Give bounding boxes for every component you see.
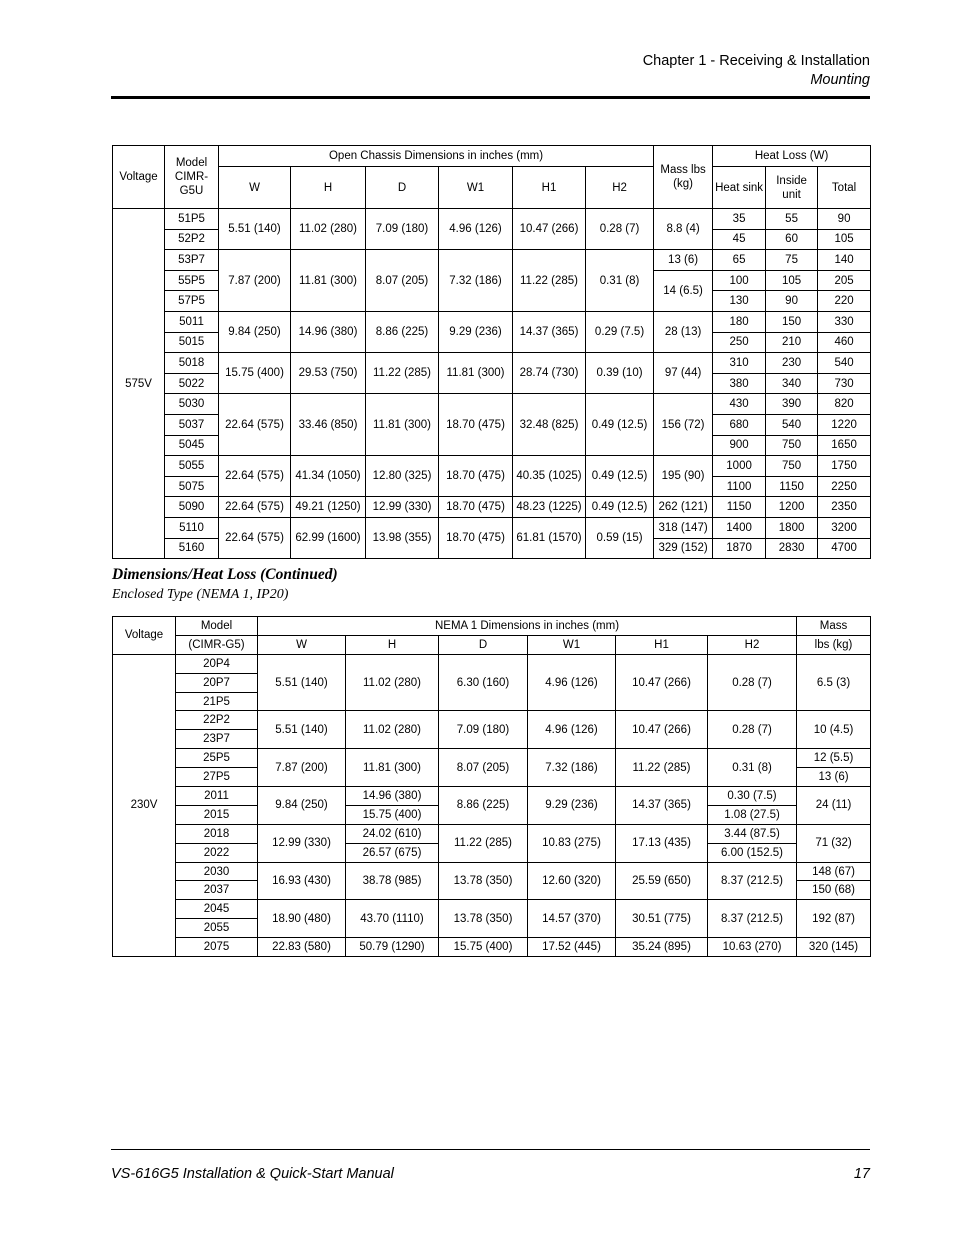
heat-loss-cell: 100 bbox=[713, 270, 766, 291]
col-h1: H1 bbox=[616, 635, 708, 654]
dimension-cell: 0.39 (10) bbox=[586, 353, 654, 394]
enclosed-table bbox=[112, 616, 871, 957]
model-cell: 20P4 bbox=[176, 654, 258, 673]
col-d: D bbox=[366, 167, 439, 209]
footer-rule bbox=[111, 1149, 870, 1150]
dimension-cell: 14.37 (365) bbox=[513, 311, 586, 352]
dimension-cell: 9.29 (236) bbox=[528, 787, 616, 825]
col-h: H bbox=[291, 167, 366, 209]
dimension-cell: 22.83 (580) bbox=[258, 938, 346, 957]
dimension-cell: 9.84 (250) bbox=[219, 311, 291, 352]
heat-loss-cell: 1150 bbox=[713, 497, 766, 518]
table-row bbox=[113, 394, 871, 415]
dimension-cell: 9.29 (236) bbox=[439, 311, 513, 352]
heat-loss-cell: 1400 bbox=[713, 517, 766, 538]
model-cell: 2015 bbox=[176, 805, 258, 824]
heat-loss-cell: 380 bbox=[713, 373, 766, 394]
mass-cell: 14 (6.5) bbox=[654, 270, 713, 311]
table-row bbox=[113, 787, 871, 806]
heat-loss-cell: 220 bbox=[818, 291, 871, 312]
model-cell: 22P2 bbox=[176, 711, 258, 730]
heat-loss-cell: 2830 bbox=[766, 538, 818, 559]
model-cell: 55P5 bbox=[165, 270, 219, 291]
heat-loss-cell: 540 bbox=[818, 353, 871, 374]
heat-loss-cell: 1800 bbox=[766, 517, 818, 538]
model-cell: 5160 bbox=[165, 538, 219, 559]
model-cell: 5011 bbox=[165, 311, 219, 332]
dimension-cell: 10.83 (275) bbox=[528, 824, 616, 862]
dimension-cell: 15.75 (400) bbox=[439, 938, 528, 957]
voltage-header: Voltage bbox=[113, 617, 176, 655]
dimension-cell: 7.87 (200) bbox=[219, 250, 291, 312]
heat-loss-cell: 90 bbox=[766, 291, 818, 312]
dimension-cell: 15.75 (400) bbox=[346, 805, 439, 824]
mass-cell: 320 (145) bbox=[797, 938, 871, 957]
page-header bbox=[643, 52, 870, 90]
heat-loss-cell: 90 bbox=[818, 209, 871, 230]
dimension-cell: 0.29 (7.5) bbox=[586, 311, 654, 352]
continued-section-title: Dimensions/Heat Loss (Continued) bbox=[112, 566, 338, 583]
dimension-cell: 5.51 (140) bbox=[219, 209, 291, 250]
heat-loss-cell: 55 bbox=[766, 209, 818, 230]
dimension-cell: 11.81 (300) bbox=[291, 250, 366, 312]
mass-cell: 6.5 (3) bbox=[797, 654, 871, 711]
dimension-cell: 11.02 (280) bbox=[346, 711, 439, 749]
heat-loss-cell: 60 bbox=[766, 229, 818, 250]
dimension-cell: 4.96 (126) bbox=[528, 654, 616, 711]
model-cell: 2030 bbox=[176, 862, 258, 881]
dimension-cell: 50.79 (1290) bbox=[346, 938, 439, 957]
dimension-cell: 22.64 (575) bbox=[219, 456, 291, 497]
dimension-cell: 62.99 (1600) bbox=[291, 517, 366, 558]
dimension-cell: 0.28 (7) bbox=[586, 209, 654, 250]
table-row bbox=[113, 900, 871, 919]
heat-loss-cell: 460 bbox=[818, 332, 871, 353]
model-cell: 5045 bbox=[165, 435, 219, 456]
mass-header-sub: lbs (kg) bbox=[797, 635, 871, 654]
dimension-cell: 17.13 (435) bbox=[616, 824, 708, 862]
dimension-cell: 8.07 (205) bbox=[439, 749, 528, 787]
heat-loss-cell: 900 bbox=[713, 435, 766, 456]
model-header: Model bbox=[176, 617, 258, 636]
heat-loss-cell: 1200 bbox=[766, 497, 818, 518]
dimension-cell: 11.81 (300) bbox=[346, 749, 439, 787]
dimension-cell: 0.28 (7) bbox=[708, 654, 797, 711]
mass-cell: 10 (4.5) bbox=[797, 711, 871, 749]
dimension-cell: 11.22 (285) bbox=[366, 353, 439, 394]
dimension-cell: 6.00 (152.5) bbox=[708, 843, 797, 862]
table-row bbox=[113, 517, 871, 538]
model-cell: 2022 bbox=[176, 843, 258, 862]
mass-cell: 329 (152) bbox=[654, 538, 713, 559]
mass-header: Mass lbs (kg) bbox=[654, 146, 713, 209]
dimension-cell: 11.22 (285) bbox=[439, 824, 528, 862]
dimension-cell: 0.49 (12.5) bbox=[586, 456, 654, 497]
dimension-cell: 12.80 (325) bbox=[366, 456, 439, 497]
table-row bbox=[113, 862, 871, 881]
dimension-cell: 8.86 (225) bbox=[439, 787, 528, 825]
heat-loss-cell: 130 bbox=[713, 291, 766, 312]
dimension-cell: 14.57 (370) bbox=[528, 900, 616, 938]
dimension-cell: 1.08 (27.5) bbox=[708, 805, 797, 824]
dimension-cell: 11.81 (300) bbox=[366, 394, 439, 456]
mass-cell: 8.8 (4) bbox=[654, 209, 713, 250]
dimension-cell: 18.70 (475) bbox=[439, 517, 513, 558]
model-cell: 5055 bbox=[165, 456, 219, 477]
voltage-header: Voltage bbox=[113, 146, 165, 209]
dimension-cell: 13.98 (355) bbox=[366, 517, 439, 558]
table-row bbox=[113, 250, 871, 271]
heat-loss-cell: 1150 bbox=[766, 476, 818, 497]
dimension-cell: 25.59 (650) bbox=[616, 862, 708, 900]
col-heat-sink: Heat sink bbox=[713, 167, 766, 209]
heat-loss-cell: 1650 bbox=[818, 435, 871, 456]
heat-loss-cell: 210 bbox=[766, 332, 818, 353]
table-row bbox=[113, 497, 871, 518]
mass-cell: 24 (11) bbox=[797, 787, 871, 825]
dimension-cell: 26.57 (675) bbox=[346, 843, 439, 862]
dimension-cell: 0.30 (7.5) bbox=[708, 787, 797, 806]
mass-header: Mass bbox=[797, 617, 871, 636]
heat-loss-cell: 1100 bbox=[713, 476, 766, 497]
model-cell: 5022 bbox=[165, 373, 219, 394]
col-h2: H2 bbox=[586, 167, 654, 209]
mass-cell: 13 (6) bbox=[654, 250, 713, 271]
dimension-cell: 8.37 (212.5) bbox=[708, 900, 797, 938]
heat-loss-cell: 310 bbox=[713, 353, 766, 374]
model-cell: 5015 bbox=[165, 332, 219, 353]
dims-header: NEMA 1 Dimensions in inches (mm) bbox=[258, 617, 797, 636]
header-rule bbox=[111, 96, 870, 99]
model-cell: 23P7 bbox=[176, 730, 258, 749]
heat-loss-cell: 750 bbox=[766, 435, 818, 456]
model-cell: 51P5 bbox=[165, 209, 219, 230]
dimension-cell: 35.24 (895) bbox=[616, 938, 708, 957]
heat-loss-cell: 730 bbox=[818, 373, 871, 394]
col-w1: W1 bbox=[528, 635, 616, 654]
dimension-cell: 29.53 (750) bbox=[291, 353, 366, 394]
table-row bbox=[113, 711, 871, 730]
heat-loss-cell: 430 bbox=[713, 394, 766, 415]
dimension-cell: 7.09 (180) bbox=[439, 711, 528, 749]
heat-loss-cell: 1750 bbox=[818, 456, 871, 477]
dimension-cell: 48.23 (1225) bbox=[513, 497, 586, 518]
dimension-cell: 0.31 (8) bbox=[586, 250, 654, 312]
dimension-cell: 12.60 (320) bbox=[528, 862, 616, 900]
dimension-cell: 3.44 (87.5) bbox=[708, 824, 797, 843]
heat-loss-cell: 65 bbox=[713, 250, 766, 271]
model-cell: 52P2 bbox=[165, 229, 219, 250]
dimension-cell: 4.96 (126) bbox=[528, 711, 616, 749]
dimension-cell: 10.47 (266) bbox=[616, 711, 708, 749]
dimension-cell: 30.51 (775) bbox=[616, 900, 708, 938]
heat-loss-cell: 35 bbox=[713, 209, 766, 230]
heat-loss-cell: 4700 bbox=[818, 538, 871, 559]
dimension-cell: 24.02 (610) bbox=[346, 824, 439, 843]
manual-title: VS-616G5 Installation & Quick-Start Manual bbox=[111, 1166, 394, 1182]
dimension-cell: 0.49 (12.5) bbox=[586, 394, 654, 456]
heat-loss-cell: 750 bbox=[766, 456, 818, 477]
dimension-cell: 18.90 (480) bbox=[258, 900, 346, 938]
heat-loss-header: Heat Loss (W) bbox=[713, 146, 871, 167]
heat-loss-cell: 820 bbox=[818, 394, 871, 415]
dimension-cell: 12.99 (330) bbox=[366, 497, 439, 518]
mass-cell: 71 (32) bbox=[797, 824, 871, 862]
dimension-cell: 16.93 (430) bbox=[258, 862, 346, 900]
model-cell: 5037 bbox=[165, 414, 219, 435]
col-h2: H2 bbox=[708, 635, 797, 654]
model-cell: 21P5 bbox=[176, 692, 258, 711]
col-total: Total bbox=[818, 167, 871, 209]
mass-cell: 148 (67) bbox=[797, 862, 871, 881]
dimension-cell: 4.96 (126) bbox=[439, 209, 513, 250]
dimension-cell: 0.31 (8) bbox=[708, 749, 797, 787]
heat-loss-cell: 540 bbox=[766, 414, 818, 435]
model-header: Model CIMR-G5U bbox=[165, 146, 219, 209]
heat-loss-cell: 680 bbox=[713, 414, 766, 435]
heat-loss-cell: 1220 bbox=[818, 414, 871, 435]
dimension-cell: 13.78 (350) bbox=[439, 862, 528, 900]
table-row bbox=[113, 938, 871, 957]
dimension-cell: 18.70 (475) bbox=[439, 394, 513, 456]
model-cell: 25P5 bbox=[176, 749, 258, 768]
mass-cell: 192 (87) bbox=[797, 900, 871, 938]
model-cell: 2045 bbox=[176, 900, 258, 919]
dimension-cell: 11.22 (285) bbox=[616, 749, 708, 787]
dims-header: Open Chassis Dimensions in inches (mm) bbox=[219, 146, 654, 167]
col-d: D bbox=[439, 635, 528, 654]
model-cell: 5075 bbox=[165, 476, 219, 497]
table-row bbox=[113, 311, 871, 332]
mass-cell: 12 (5.5) bbox=[797, 749, 871, 768]
table-row bbox=[113, 654, 871, 673]
heat-loss-cell: 1870 bbox=[713, 538, 766, 559]
dimension-cell: 14.96 (380) bbox=[291, 311, 366, 352]
dimension-cell: 10.47 (266) bbox=[616, 654, 708, 711]
mass-cell: 150 (68) bbox=[797, 881, 871, 900]
voltage-cell: 230V bbox=[113, 654, 176, 956]
model-cell: 5030 bbox=[165, 394, 219, 415]
open-chassis-table bbox=[112, 145, 871, 559]
dimension-cell: 7.32 (186) bbox=[528, 749, 616, 787]
dimension-cell: 5.51 (140) bbox=[258, 654, 346, 711]
dimension-cell: 11.22 (285) bbox=[513, 250, 586, 312]
dimension-cell: 14.96 (380) bbox=[346, 787, 439, 806]
chapter-title: Chapter 1 - Receiving & Installation bbox=[642, 53, 870, 69]
model-cell: 2018 bbox=[176, 824, 258, 843]
dimension-cell: 15.75 (400) bbox=[219, 353, 291, 394]
dimension-cell: 40.35 (1025) bbox=[513, 456, 586, 497]
dimension-cell: 18.70 (475) bbox=[439, 497, 513, 518]
dimension-cell: 0.28 (7) bbox=[708, 711, 797, 749]
mass-cell: 97 (44) bbox=[654, 353, 713, 394]
model-cell: 2075 bbox=[176, 938, 258, 957]
heat-loss-cell: 140 bbox=[818, 250, 871, 271]
heat-loss-cell: 180 bbox=[713, 311, 766, 332]
model-cell: 57P5 bbox=[165, 291, 219, 312]
model-header-sub: (CIMR-G5) bbox=[176, 635, 258, 654]
dimension-cell: 5.51 (140) bbox=[258, 711, 346, 749]
model-cell: 53P7 bbox=[165, 250, 219, 271]
heat-loss-cell: 3200 bbox=[818, 517, 871, 538]
model-cell: 5018 bbox=[165, 353, 219, 374]
model-cell: 5110 bbox=[165, 517, 219, 538]
table-row bbox=[113, 353, 871, 374]
col-inside-unit: Inside unit bbox=[766, 167, 818, 209]
model-cell: 5090 bbox=[165, 497, 219, 518]
dimension-cell: 49.21 (1250) bbox=[291, 497, 366, 518]
mass-cell: 13 (6) bbox=[797, 768, 871, 787]
heat-loss-cell: 205 bbox=[818, 270, 871, 291]
heat-loss-cell: 105 bbox=[766, 270, 818, 291]
dimension-cell: 7.09 (180) bbox=[366, 209, 439, 250]
voltage-cell: 575V bbox=[113, 209, 165, 559]
dimension-cell: 10.63 (270) bbox=[708, 938, 797, 957]
dimension-cell: 11.02 (280) bbox=[346, 654, 439, 711]
table-row bbox=[113, 209, 871, 230]
dimension-cell: 12.99 (330) bbox=[258, 824, 346, 862]
dimension-cell: 8.37 (212.5) bbox=[708, 862, 797, 900]
dimension-cell: 11.81 (300) bbox=[439, 353, 513, 394]
model-cell: 2011 bbox=[176, 787, 258, 806]
heat-loss-cell: 2250 bbox=[818, 476, 871, 497]
dimension-cell: 8.07 (205) bbox=[366, 250, 439, 312]
heat-loss-cell: 1000 bbox=[713, 456, 766, 477]
table-row bbox=[113, 456, 871, 477]
heat-loss-cell: 250 bbox=[713, 332, 766, 353]
col-w: W bbox=[258, 635, 346, 654]
heat-loss-cell: 340 bbox=[766, 373, 818, 394]
dimension-cell: 7.87 (200) bbox=[258, 749, 346, 787]
heat-loss-cell: 105 bbox=[818, 229, 871, 250]
dimension-cell: 17.52 (445) bbox=[528, 938, 616, 957]
mass-cell: 195 (90) bbox=[654, 456, 713, 497]
heat-loss-cell: 75 bbox=[766, 250, 818, 271]
dimension-cell: 61.81 (1570) bbox=[513, 517, 586, 558]
dimension-cell: 8.86 (225) bbox=[366, 311, 439, 352]
dimension-cell: 33.46 (850) bbox=[291, 394, 366, 456]
dimension-cell: 0.59 (15) bbox=[586, 517, 654, 558]
model-cell: 2055 bbox=[176, 919, 258, 938]
col-w: W bbox=[219, 167, 291, 209]
page-footer bbox=[111, 1166, 870, 1182]
heat-loss-cell: 230 bbox=[766, 353, 818, 374]
dimension-cell: 22.64 (575) bbox=[219, 394, 291, 456]
page-number: 17 bbox=[853, 1166, 870, 1182]
dimension-cell: 22.64 (575) bbox=[219, 517, 291, 558]
dimension-cell: 38.78 (985) bbox=[346, 862, 439, 900]
table-row bbox=[113, 749, 871, 768]
table-row bbox=[113, 824, 871, 843]
mass-cell: 262 (121) bbox=[654, 497, 713, 518]
dimension-cell: 22.64 (575) bbox=[219, 497, 291, 518]
section-title: Mounting bbox=[810, 72, 870, 88]
dimension-cell: 7.32 (186) bbox=[439, 250, 513, 312]
heat-loss-cell: 390 bbox=[766, 394, 818, 415]
mass-cell: 318 (147) bbox=[654, 517, 713, 538]
dimension-cell: 0.49 (12.5) bbox=[586, 497, 654, 518]
dimension-cell: 18.70 (475) bbox=[439, 456, 513, 497]
model-cell: 20P7 bbox=[176, 673, 258, 692]
heat-loss-cell: 330 bbox=[818, 311, 871, 332]
dimension-cell: 43.70 (1110) bbox=[346, 900, 439, 938]
dimension-cell: 32.48 (825) bbox=[513, 394, 586, 456]
col-h1: H1 bbox=[513, 167, 586, 209]
dimension-cell: 10.47 (266) bbox=[513, 209, 586, 250]
mass-cell: 156 (72) bbox=[654, 394, 713, 456]
col-h: H bbox=[346, 635, 439, 654]
mass-cell: 28 (13) bbox=[654, 311, 713, 352]
heat-loss-cell: 2350 bbox=[818, 497, 871, 518]
col-w1: W1 bbox=[439, 167, 513, 209]
model-cell: 2037 bbox=[176, 881, 258, 900]
dimension-cell: 13.78 (350) bbox=[439, 900, 528, 938]
dimension-cell: 9.84 (250) bbox=[258, 787, 346, 825]
model-cell: 27P5 bbox=[176, 768, 258, 787]
heat-loss-cell: 150 bbox=[766, 311, 818, 332]
dimension-cell: 41.34 (1050) bbox=[291, 456, 366, 497]
continued-section-subtitle: Enclosed Type (NEMA 1, IP20) bbox=[112, 587, 289, 602]
dimension-cell: 6.30 (160) bbox=[439, 654, 528, 711]
dimension-cell: 14.37 (365) bbox=[616, 787, 708, 825]
heat-loss-cell: 45 bbox=[713, 229, 766, 250]
dimension-cell: 28.74 (730) bbox=[513, 353, 586, 394]
dimension-cell: 11.02 (280) bbox=[291, 209, 366, 250]
